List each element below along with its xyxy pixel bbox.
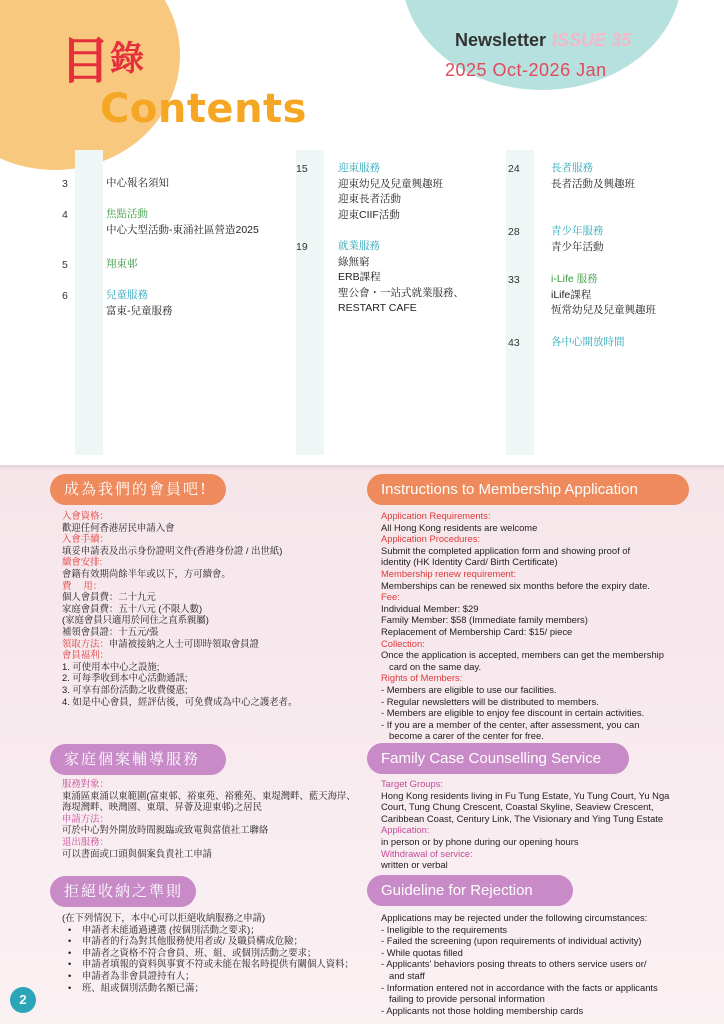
label: 費 用： [62,579,103,591]
toc-page-number: 3 [62,178,68,190]
label: 退出服務： [62,835,109,847]
toc-subtitle: ERB課程 [338,271,381,283]
label: Withdrawal of service: [381,847,473,859]
toc-title: 各中心開放時間 [551,336,625,348]
label: Collection: [381,637,425,649]
page-title-zh [60,31,144,90]
toc-subtitle: 恆常幼兒及兒童興趣班 [551,304,656,316]
issue-number: ISSUE 35 [552,30,632,50]
text: 歡迎任何香港居民申請入會 [62,521,175,533]
label: Application Procedures: [381,533,481,545]
label: Rights of Members: [381,672,463,684]
text: Memberships can be renewed six months before the expiry date. [381,579,650,591]
toc-title: 兒童服務 [106,289,148,301]
toc-entry[interactable] [106,257,138,273]
newsletter-label [455,30,631,51]
list-item: - Ineligible to the requirements [381,923,508,935]
list-item: and staff [389,969,425,981]
text: (家庭會員只適用於同住之直系親屬) [62,614,209,626]
text: Once the application is accepted, members can get the membership [381,649,664,661]
membership-en-heading: Instructions to Membership Application [367,474,689,505]
toc-title: 翔東邨 [106,258,138,270]
rejection-en-heading: Guideline for Rejection [367,875,573,906]
toc-subtitle: 中心大型活動-東涌社區營造2025 [106,223,259,236]
list-item: - Regular newsletters will be distributed to members. [381,695,599,707]
toc-subtitle: 長者活動及興趣班 [551,177,635,190]
toc-subtitle: 迎東幼兒及兒童興趣班 [338,177,443,190]
label: Target Groups: [381,778,444,789]
toc-page-number: 15 [296,163,308,175]
toc-entry[interactable] [106,176,169,192]
toc-page-number: 4 [62,209,68,221]
list-item: - Applicants' behaviors posing threats to others service users or/ [381,958,647,970]
list-item: - While quotas filled [381,946,463,958]
list-item: • 申請者之資格不符合會員、班、組、或個別活動之要求； [62,947,362,959]
text: Applications may be rejected under the following circumstances: [381,912,648,923]
list-item: 1. 可使用本中心之設施; [62,660,160,672]
label: 入會資格： [62,510,109,521]
toc-entry[interactable] [338,239,464,317]
text: Individual Member: $29 [381,602,479,614]
toc-title: i-Life 服務 [551,273,598,285]
toc-column-bg-3 [506,150,534,455]
label: 申請方法： [62,812,109,824]
list-item: failing to provide personal information [389,993,545,1005]
title-char-1: 目 [60,31,110,90]
text: Court, Tung Chung Crescent, Coastal Skyline, Seaview Crescent, [381,801,654,813]
toc-entry[interactable] [551,272,656,319]
label: 續會安排: [62,556,103,568]
list-item: • 申請者未能通過遴選 (按個別活動之要求)； [62,924,362,936]
text: card on the same day. [389,660,482,672]
rejection-en-section [381,912,711,1016]
list-item: • 申請者為非會員證持有人； [62,970,362,982]
toc-title: 就業服務 [338,240,380,252]
list-item: - Applicants not those holding membership cards [381,1004,584,1016]
text: Caribbean Coast, Century Link, The Visionary and Ying Tung Estate [381,812,664,824]
toc-subtitle: 青少年活動 [551,240,604,253]
label: 入會手續： [62,533,109,545]
text: 申請被接納之人士可即時領取會員證 [108,637,259,649]
label: 會員福利： [62,649,109,661]
text: Hong Kong residents living in Fu Tung Estate, Yu Tung Court, Yu Nga [381,789,670,801]
list-item: - Members are eligible to enjoy fee discount in certain activities. [381,707,645,719]
toc-title: 中心報名須知 [106,177,169,189]
toc-column-bg-1 [75,150,103,455]
toc-page-number: 6 [62,290,68,302]
text: Family Member: $58 (Immediate family members) [381,614,588,626]
toc-title: 長者服務 [551,162,593,174]
family-en-heading: Family Case Counselling Service [367,743,629,774]
toc-subtitle: RESTART CAFE [338,302,417,314]
toc-subtitle: 富東-兒童服務 [106,304,173,317]
toc-page-number: 28 [508,226,520,238]
toc-entry[interactable] [551,224,604,255]
membership-en-section [381,510,711,742]
text: 東涌區東涌以東範圍(富東邨、裕東苑、裕雅苑、東堤灣畔、藍天海岸、 [62,789,356,801]
toc-title: 焦點活動 [106,208,148,220]
toc-page-number: 19 [296,241,308,253]
toc-entry[interactable] [551,161,635,192]
page-title-en: Contents [100,86,307,132]
text: Replacement of Membership Card: $15/ piece [381,625,573,637]
rejection-zh-heading: 拒絕收納之準則 [50,876,196,907]
text: 可於中心對外開放時間親臨或致電與當值社工聯絡 [62,824,269,836]
list-item: - Members are eligible to use our facilities. [381,683,557,695]
text: 個人會員費：二十九元 [62,591,156,603]
text: 家庭會員費：五十八元 (不限人數) [62,602,203,614]
rejection-zh-section [62,912,362,993]
text: in person or by phone during our opening hours [381,835,579,847]
page-number-badge: 2 [10,987,36,1013]
toc-entry[interactable] [551,335,625,351]
text: written or verbal [381,859,448,871]
label: Fee: [381,591,400,603]
list-item: - Failed the screening (upon requirements of individual activity) [381,935,642,947]
toc-column-bg-2 [296,150,324,455]
text: 可以書面或口頭與個案負責社工申請 [62,847,213,859]
panel-divider-shadow [0,465,724,471]
label: 服務對象： [62,778,109,789]
toc-subtitle: 聖公會・一站式就業服務、 [338,286,464,299]
text: Submit the completed application form and showing proof of [381,544,631,556]
list-item: 4. 如是中心會員，經評估後，可免費成為中心之護老者。 [62,695,298,707]
list-item: • 申請者填報的資料與事實不符或未能在報名時提供有關個人資料； [62,958,362,970]
family-zh-section [62,778,362,859]
toc-title: 迎東服務 [338,162,380,174]
text: identity (HK Identity Card/ Birth Certificate) [381,556,558,568]
issue-date: 2025 Oct-2026 Jan [445,60,607,80]
family-en-section [381,778,711,871]
label: 領取方法： [62,637,109,649]
membership-zh-section [62,510,362,707]
text: 會籍有效期尚餘半年或以下，方可續會。 [62,567,231,579]
toc-entry[interactable] [106,288,173,319]
newsletter-text: Newsletter [455,30,547,50]
toc-page-number: 5 [62,259,68,271]
list-item: 2. 可每季收到本中心活動通訊; [62,672,188,684]
toc-subtitle: 迎東長者活動 [338,193,401,205]
text: 填妥申請表及出示身份證明文件(香港身份證 / 出世紙) [62,544,283,556]
label: Application: [381,824,430,836]
text: All Hong Kong residents are welcome [381,521,538,533]
toc-page-number: 24 [508,163,520,175]
toc-entry[interactable] [106,207,259,238]
toc-entry[interactable] [338,161,443,223]
toc-subtitle: 迎東CIIF活動 [338,208,400,221]
title-char-2: 錄 [110,39,144,79]
list-item: - Information entered not in accordance with the facts or applicants [381,981,658,993]
text: 補領會員證：十五元/張 [62,625,159,637]
family-zh-heading: 家庭個案輔導服務 [50,744,226,775]
list-item: • 申請者的行為對其他服務使用者或/ 及職員構成危險； [62,935,362,947]
toc-page-number: 33 [508,274,520,286]
text: (在下列情況下，本中心可以拒絕收納服務之申請) [62,912,266,923]
label: Application Requirements: [381,510,491,521]
list-item: become a carer of the center for free. [389,730,544,742]
membership-zh-heading: 成為我們的會員吧! [50,474,226,505]
list-item: - If you are a member of the center, after assessment, you can [381,718,640,730]
toc-subtitle: iLife課程 [551,288,592,301]
toc-subtitle: 綠無窮 [338,255,370,268]
toc-page-number: 43 [508,337,520,349]
text: 海堤灣畔、映灣園、東環、昇薈及迎東邨)之居民 [62,801,262,813]
toc-title: 青少年服務 [551,225,604,237]
list-item: 3. 可享有部份活動之收費優惠; [62,683,188,695]
label: Membership renew requirement: [381,567,516,579]
list-item: • 班、組或個別活動名額已滿； [62,982,362,994]
